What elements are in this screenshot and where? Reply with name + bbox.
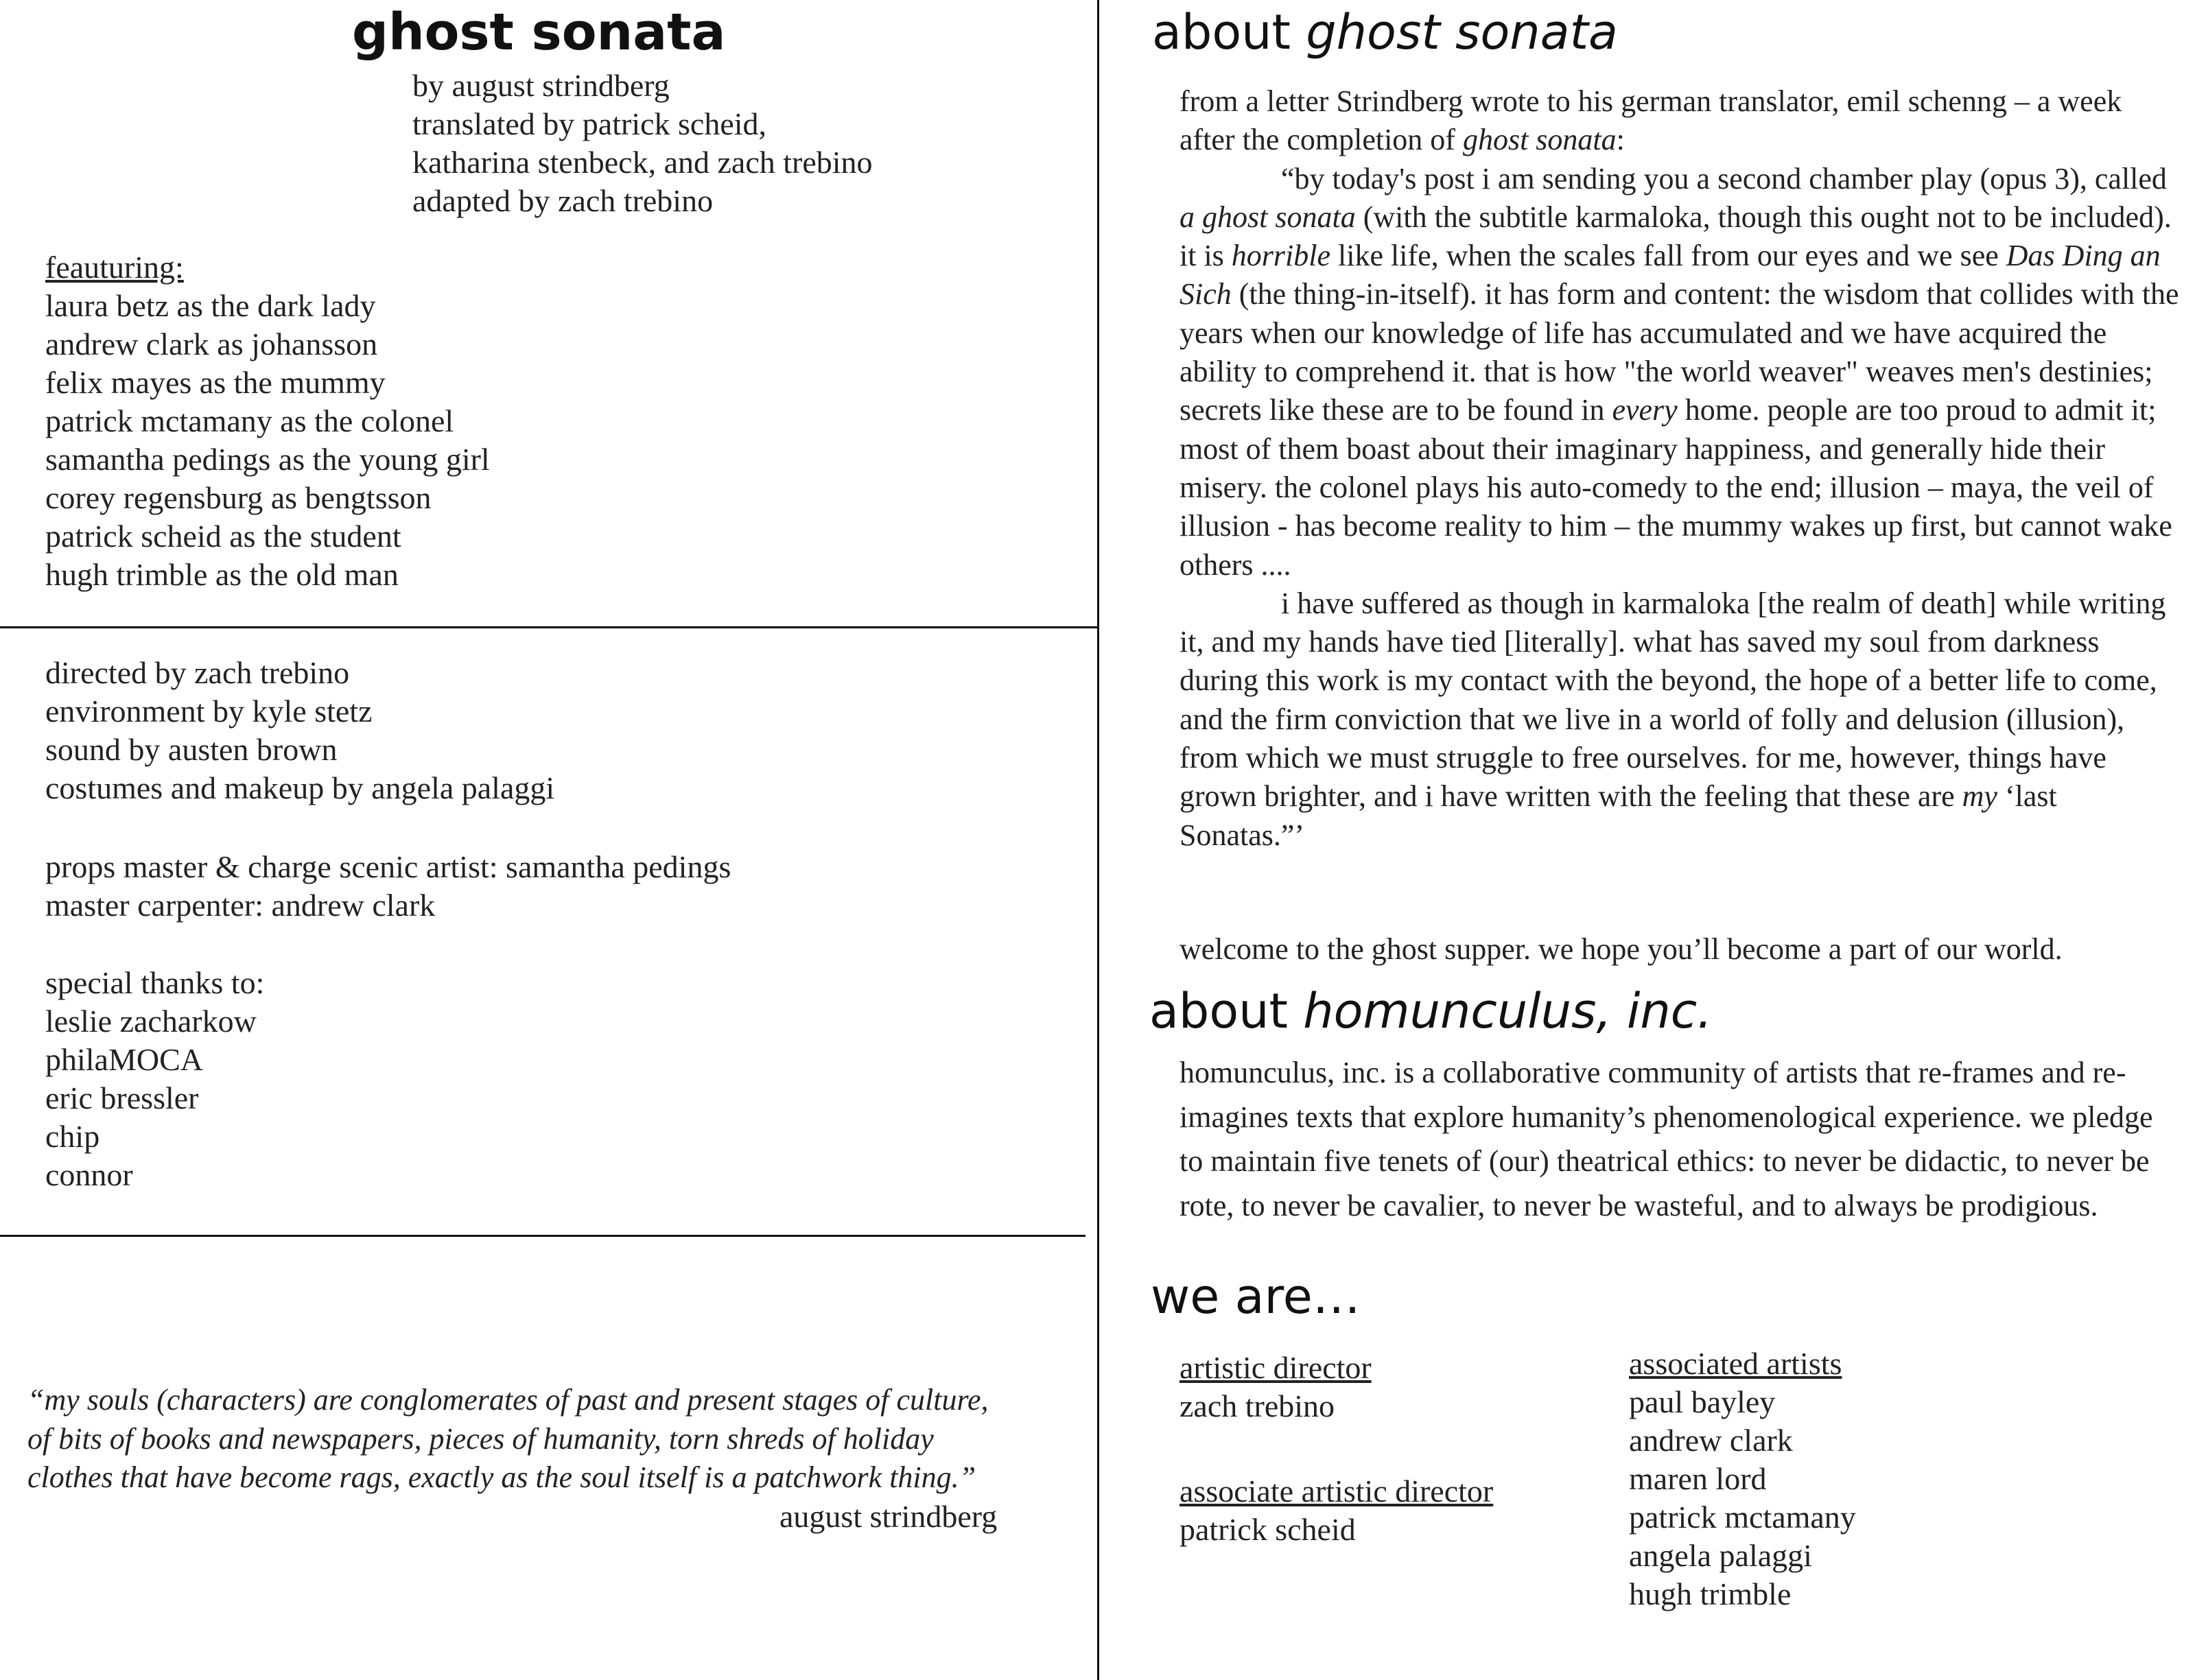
ghost-sonata-letter (1179, 82, 2183, 855)
thanks-name: chip (45, 1119, 100, 1154)
crew-list (45, 654, 554, 807)
heading-prefix: about (1152, 4, 1306, 60)
credit-line: adapted by zach trebino (412, 183, 714, 218)
artist-name: paul bayley (1629, 1384, 1776, 1419)
center-fold-divider (1097, 0, 1099, 1680)
thanks-name: philaMOCA (45, 1042, 203, 1077)
artist-name: patrick mctamany (1629, 1500, 1856, 1535)
text-run: from a letter Strindberg wrote to his german translator, emil schenng – a week after the completion of (1179, 84, 2122, 157)
crew-credit: costumes and makeup by angela palaggi (45, 770, 555, 805)
italic-run: Das Ding an Sich (1179, 239, 2161, 311)
author-credits (412, 67, 873, 220)
cast-member: patrick scheid as the student (45, 519, 401, 554)
italic-run: horrible (1231, 239, 1331, 273)
credit-line: by august strindberg (412, 68, 670, 103)
italic-run: every (1612, 393, 1678, 427)
cast-member: andrew clark as johansson (45, 327, 378, 362)
about-ghost-sonata-heading (1152, 4, 1618, 60)
associated-artists-block (1629, 1345, 1856, 1613)
artistic-director-name: zach trebino (1179, 1388, 1335, 1423)
crew-credit: master carpenter: andrew clark (45, 888, 436, 923)
associate-director-block (1179, 1472, 1493, 1549)
credit-line: katharina stenbeck, and zach trebino (412, 145, 873, 180)
letter-paragraph-1 (1179, 160, 2183, 584)
italic-run: my (1962, 779, 1997, 814)
text-run: ‘last Sonatas.”’ (1179, 779, 2057, 852)
cast-member: laura betz as the dark lady (45, 288, 376, 323)
crew-credit: environment by kyle stetz (45, 694, 373, 729)
strindberg-quote: “my souls (characters) are conglomerates of past and present stages of culture, of bits of books and newspapers, pieces of humanity, torn shreds of holiday clothes that have become rags, exactly as the soul itself is a patchwork thing.” (27, 1383, 989, 1494)
heading-emphasis: homunculus, inc. (1303, 983, 1713, 1039)
artistic-director-block (1179, 1349, 1372, 1425)
thanks-name: connor (45, 1157, 133, 1192)
associate-director-name: patrick scheid (1179, 1512, 1356, 1547)
cast-member: samantha pedings as the young girl (45, 442, 490, 477)
letter-intro (1179, 82, 2183, 160)
cast-list (45, 248, 490, 594)
cast-member: patrick mctamany as the colonel (45, 403, 454, 438)
text-run: “by today's post i am sending you a second chamber play (opus 3), called (1281, 161, 2167, 196)
crew-credit: props master & charge scenic artist: samantha pedings (45, 849, 731, 884)
featuring-label: feauturing: (45, 250, 184, 285)
quote-attribution: august strindberg (779, 1499, 998, 1534)
we-are-heading: we are… (1151, 1268, 1361, 1325)
crew-credit: directed by zach trebino (45, 655, 350, 690)
crew-list-secondary (45, 848, 731, 925)
letter-paragraph-2 (1179, 584, 2183, 855)
cast-member: hugh trimble as the old man (45, 557, 399, 592)
text-run: like life, when the scales fall from our eyes and we see (1330, 239, 2006, 273)
heading-emphasis: ghost sonata (1306, 4, 1618, 60)
text-run: home. people are too proud to admit it; most of them boast about their imaginary happiness, and generally hide their misery. the colonel plays his auto-comedy to the end; illusion – maya, the veil of illusion - has become reality to him – the mummy wakes up first, but cannot wake others .... (1179, 393, 2172, 582)
artist-name: maren lord (1629, 1461, 1767, 1496)
thanks-label: special thanks to: (45, 965, 265, 1000)
associate-director-label: associate artistic director (1179, 1474, 1494, 1509)
text-run: (with the subtitle karmaloka, though this ought not to be included). it is (1179, 200, 2172, 273)
cast-member: felix mayes as the mummy (45, 365, 386, 400)
homunculus-description: homunculus, inc. is a collaborative community of artists that re-frames and re-imagines texts that explore humanity’s phenomenological experience. we pledge to maintain five tenets of (our) theatrical ethics: to never be didactic, to never be rote, to never be cavalier, to never be wasteful, and to always be prodigious. (1179, 1056, 2153, 1222)
artistic-director-label: artistic director (1179, 1350, 1372, 1385)
cast-member: corey regensburg as bengtsson (45, 480, 432, 515)
thanks-name: leslie zacharkow (45, 1004, 257, 1039)
italic-run: ghost sonata (1462, 123, 1617, 157)
artist-name: hugh trimble (1629, 1576, 1792, 1611)
thanks-name: eric bressler (45, 1080, 199, 1115)
text-run: : (1616, 123, 1625, 157)
heading-prefix: about (1149, 983, 1304, 1039)
crew-credit: sound by austen brown (45, 732, 338, 767)
artist-name: angela palaggi (1629, 1538, 1812, 1573)
artist-name: andrew clark (1629, 1423, 1793, 1458)
about-homunculus-heading (1149, 983, 1713, 1039)
text-run: i have suffered as though in karmaloka [the realm of death] while writing it, and my hands have tied [literally]. what has saved my soul from darkness during this work is my contact with the beyond, the hope of a better life to come, and the firm conviction that we live in a world of folly and delusion (illusion), from which we must struggle to free ourselves. for me, however, things have grown brighter, and i have written with the feeling that these are (1179, 586, 2166, 814)
italic-run: a ghost sonata (1179, 200, 1356, 234)
associated-artists-label: associated artists (1629, 1346, 1842, 1381)
left-divider-top (0, 626, 1097, 628)
welcome-line: welcome to the ghost supper. we hope you’ll become a part of our world. (1179, 932, 2063, 966)
credit-line: translated by patrick scheid, (412, 106, 767, 141)
special-thanks (45, 964, 264, 1194)
text-run: (the thing-in-itself). it has form and content: the wisdom that collides with the years when our knowledge of life has accumulated and we have acquired the ability to comprehend it. that is how "the world weaver" weaves men's destinies; secrets like these are to be found in (1179, 277, 2179, 427)
left-divider-bottom (0, 1235, 1085, 1237)
program-title: ghost sonata (352, 3, 726, 62)
